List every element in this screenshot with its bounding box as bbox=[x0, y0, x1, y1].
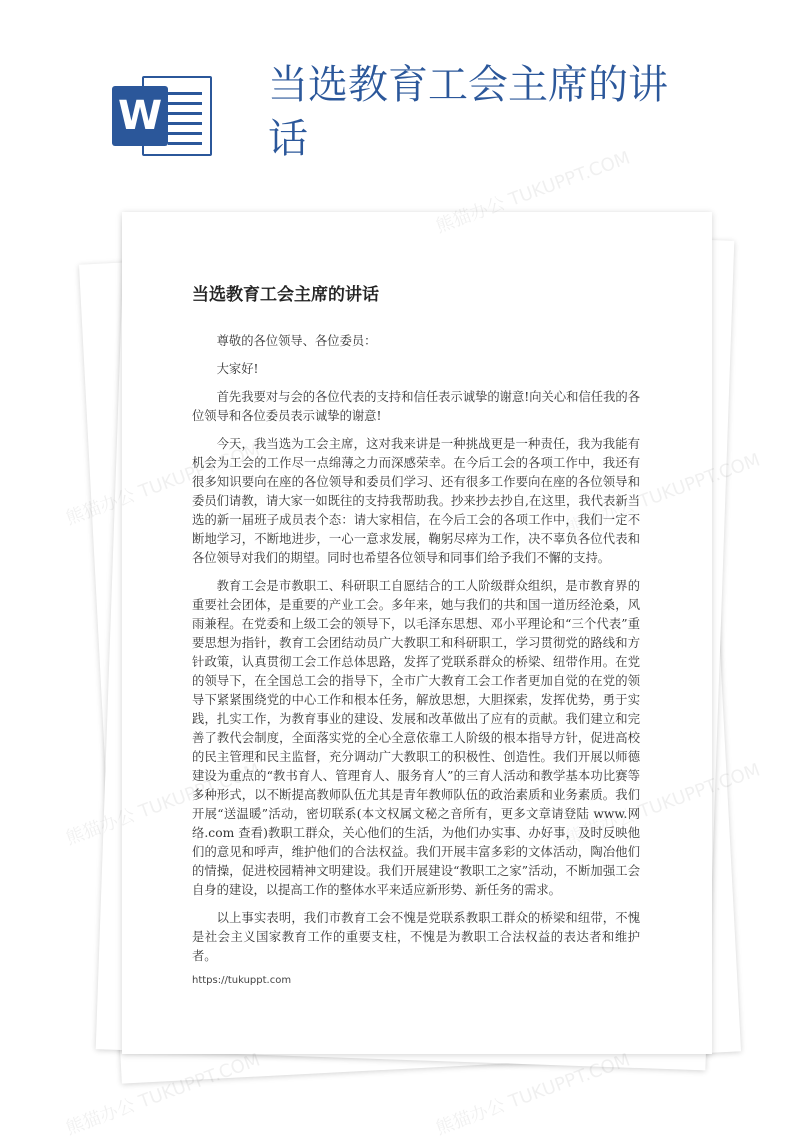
watermark: 熊猫办公 TUKUPPT.COM bbox=[433, 147, 633, 238]
footer-url: https://tukuppt.com bbox=[192, 975, 292, 986]
salutation: 尊敬的各位领导、各位委员： bbox=[216, 334, 377, 348]
watermark: 熊猫办公 TUKUPPT.COM bbox=[63, 1049, 263, 1140]
paragraph-commitment: 今天，我当选为工会主席，这对我来讲是一种挑战更是一种责任，我为我能有机会为工会的工作尽一点绵薄之力而深感荣幸。在今后工会的各项工作中，我还有很多知识要向在座的各位领导和委员们学习、还有很多工作要向在座的各位领导和委员们请教，请大家一如既往的支持我帮助我。抄来抄去抄自,在这里，我代表新当选的新一届班子成员表个态：请大家相信，在今后工会的各项工作中，我们一定不断地学习，不断地进步，一心一意求发展，鞠躬尽瘁为工作，决不辜负各位代表和各位领导对我们的期望。同时也希望各位领导和同事们给予我们不懈的支持。 bbox=[192, 437, 640, 565]
watermark: 熊猫办公 TUKUPPT.COM bbox=[433, 1049, 633, 1140]
watermark: 熊猫办公 bbox=[63, 804, 138, 850]
paragraph-thanks: 首先我要对与会的各位代表的支持和信任表示诚挚的谢意!向关心和信任我的各位领导和各位委员表示诚挚的谢意! bbox=[192, 390, 640, 423]
paragraph-union-history: 教育工会是市教职工、科研职工自愿结合的工人阶级群众组织，是市教育界的重要社会团体，是重要的产业工会。多年来，她与我们的共和国一道历经沧桑，风雨兼程。在党委和上级工会的领导下，以毛泽东思想、邓小平理论和“三个代表”重要思想为指针，教育工会团结动员广大教职工和科研职工，学习贯彻党的路线和方针政策，认真贯彻工会工作总体思路，发挥了党联系群众的桥梁、纽带作用。在党的领导下，在全国总工会的指导下，全市广大教育工会工作者更加自觉的在党的领导下紧紧围绕党的中心工作和根本任务，解放思想，大胆探索，发挥优势，勇于实践，扎实工作，为教育事业的建设、发展和改革做出了应有的贡献。我们建立和完善了教代会制度，全面落实党的全心全意依靠工人阶级的根本指导方针，促进高校的民主管理和民主监督，充分调动广大教职工的积极性、创造性。我们开展以师德建设为重点的“教书育人、管理育人、服务育人”的三育人活动和教学基本功比赛等多种形式，以不断提高教师队伍尤其是青年教师队伍的政治素质和业务素质。我们开展“送温暖”活动，密切联系(本文权属文秘之音所有，更多文章请登陆 www.网络.com 查看)教职工群众，关心他们的生活，为他们办实事、办好事，及时反映他们的意见和呼声，维护他们的合法权益。我们开展丰富多彩的文体活动，陶冶他们的情操，促进校园精神文明建设。我们开展建设“教职工之家”活动，不断加强工会自身的建设，以提高工作的整体水平来适应新形势、新任务的需求。 bbox=[192, 579, 640, 897]
paragraph-conclusion: 以上事实表明，我们市教育工会不愧是党联系教职工群众的桥梁和纽带，不愧是社会主义国家教育工作的重要支柱，不愧是为教职工合法权益的表达者和维护者。 bbox=[192, 911, 640, 963]
document-title: 当选教育工会主席的讲话 bbox=[192, 285, 379, 305]
word-badge: W bbox=[112, 86, 168, 146]
page-title: 当选教育工会主席的讲话 bbox=[268, 62, 668, 162]
document-content bbox=[192, 282, 640, 986]
greeting: 大家好! bbox=[216, 362, 259, 376]
